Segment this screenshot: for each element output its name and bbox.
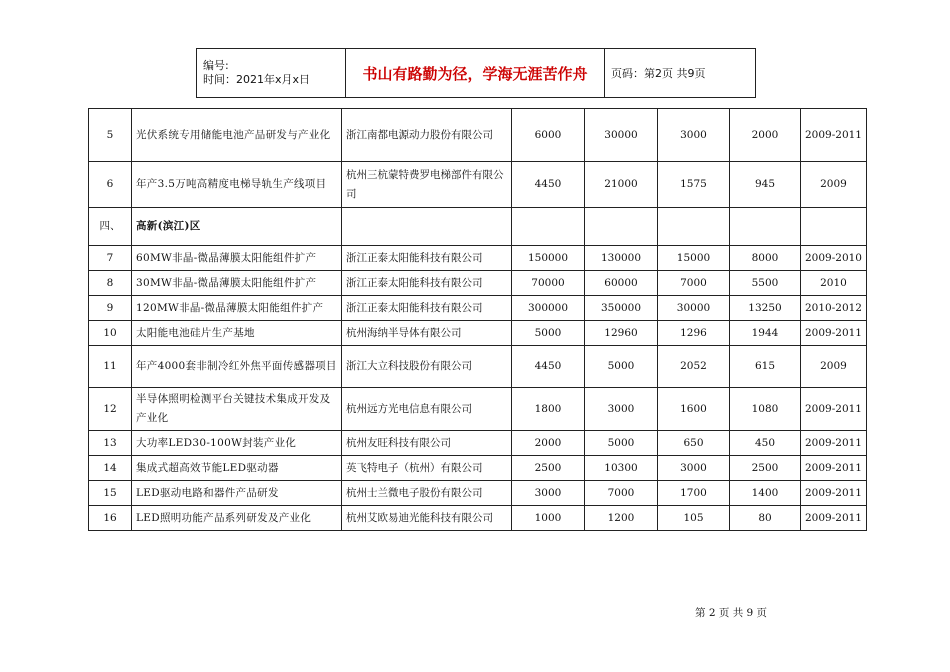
- project-name: LED驱动电路和器件产品研发: [132, 481, 342, 506]
- project-name: 120MW非晶-微晶薄膜太阳能组件扩产: [132, 296, 342, 321]
- period-cell: 2009-2011: [801, 109, 867, 162]
- company-name: 浙江南都电源动力股份有限公司: [342, 109, 512, 162]
- company-name: 杭州艾欧易迪光能科技有限公司: [342, 506, 512, 531]
- section-row: [89, 208, 867, 246]
- table-row: [89, 456, 867, 481]
- value-cell: 1944: [730, 321, 801, 346]
- project-name: 高新(滨江)区: [132, 208, 342, 246]
- value-cell: 6000: [512, 109, 585, 162]
- value-cell: 7000: [658, 271, 730, 296]
- value-cell: 5000: [585, 346, 658, 388]
- period-cell: 2009: [801, 162, 867, 208]
- period-cell: 2009-2010: [801, 246, 867, 271]
- value-cell: 30000: [658, 296, 730, 321]
- value-cell: [512, 208, 585, 246]
- value-cell: 2000: [512, 431, 585, 456]
- project-name: 60MW非晶-微晶薄膜太阳能组件扩产: [132, 246, 342, 271]
- row-number: 11: [89, 346, 132, 388]
- value-cell: 1200: [585, 506, 658, 531]
- row-number: 9: [89, 296, 132, 321]
- value-cell: 12960: [585, 321, 658, 346]
- project-name: 集成式超高效节能LED驱动器: [132, 456, 342, 481]
- value-cell: 7000: [585, 481, 658, 506]
- company-name: 浙江正泰太阳能科技有限公司: [342, 246, 512, 271]
- row-number: 15: [89, 481, 132, 506]
- period-cell: 2009-2011: [801, 431, 867, 456]
- table-row: [89, 506, 867, 531]
- table-row: [89, 346, 867, 388]
- value-cell: 3000: [512, 481, 585, 506]
- row-number: 10: [89, 321, 132, 346]
- value-cell: 21000: [585, 162, 658, 208]
- value-cell: 2052: [658, 346, 730, 388]
- company-name: [342, 208, 512, 246]
- project-name: 太阳能电池硅片生产基地: [132, 321, 342, 346]
- period-cell: 2009-2011: [801, 388, 867, 431]
- value-cell: 80: [730, 506, 801, 531]
- header-meta: [197, 49, 346, 98]
- project-name: 半导体照明检测平台关键技术集成开发及产业化: [132, 388, 342, 431]
- company-name: 杭州三杭蒙特费罗电梯部件有限公司: [342, 162, 512, 208]
- project-name: 年产4000套非制冷红外焦平面传感器项目: [132, 346, 342, 388]
- company-name: 浙江正泰太阳能科技有限公司: [342, 271, 512, 296]
- value-cell: 1296: [658, 321, 730, 346]
- value-cell: 2000: [730, 109, 801, 162]
- value-cell: 4450: [512, 346, 585, 388]
- value-cell: 60000: [585, 271, 658, 296]
- value-cell: 5000: [585, 431, 658, 456]
- value-cell: 8000: [730, 246, 801, 271]
- value-cell: [730, 208, 801, 246]
- row-number: 5: [89, 109, 132, 162]
- project-name: 光伏系统专用储能电池产品研发与产业化: [132, 109, 342, 162]
- table-row: [89, 431, 867, 456]
- row-number: 16: [89, 506, 132, 531]
- company-name: 浙江大立科技股份有限公司: [342, 346, 512, 388]
- company-name: 英飞特电子（杭州）有限公司: [342, 456, 512, 481]
- table-row: [89, 109, 867, 162]
- value-cell: 450: [730, 431, 801, 456]
- value-cell: 945: [730, 162, 801, 208]
- value-cell: 3000: [658, 109, 730, 162]
- value-cell: 1800: [512, 388, 585, 431]
- table-row: [89, 162, 867, 208]
- value-cell: 300000: [512, 296, 585, 321]
- value-cell: 1700: [658, 481, 730, 506]
- table-row: [89, 296, 867, 321]
- project-name: 30MW非晶-微晶薄膜太阳能组件扩产: [132, 271, 342, 296]
- period-cell: [801, 208, 867, 246]
- row-number: 14: [89, 456, 132, 481]
- table-row: [89, 481, 867, 506]
- value-cell: 2500: [512, 456, 585, 481]
- company-name: 杭州远方光电信息有限公司: [342, 388, 512, 431]
- value-cell: 30000: [585, 109, 658, 162]
- company-name: 杭州海纳半导体有限公司: [342, 321, 512, 346]
- table-row: [89, 271, 867, 296]
- value-cell: 70000: [512, 271, 585, 296]
- value-cell: 4450: [512, 162, 585, 208]
- value-cell: 10300: [585, 456, 658, 481]
- period-cell: 2010: [801, 271, 867, 296]
- project-name: 年产3.5万吨高精度电梯导轨生产线项目: [132, 162, 342, 208]
- doc-number-label: 编号:: [203, 59, 229, 72]
- company-name: 杭州友旺科技有限公司: [342, 431, 512, 456]
- page-footer: 第 2 页 共 9 页: [695, 607, 768, 619]
- value-cell: 1000: [512, 506, 585, 531]
- value-cell: 3000: [585, 388, 658, 431]
- value-cell: 2500: [730, 456, 801, 481]
- table-row: [89, 246, 867, 271]
- row-number: 12: [89, 388, 132, 431]
- doc-time-label: 时间：2021年x月x日: [203, 73, 311, 86]
- value-cell: 1080: [730, 388, 801, 431]
- header-box: [196, 48, 756, 98]
- row-number: 13: [89, 431, 132, 456]
- value-cell: 13250: [730, 296, 801, 321]
- row-number: 6: [89, 162, 132, 208]
- project-table: [88, 108, 867, 531]
- project-name: LED照明功能产品系列研发及产业化: [132, 506, 342, 531]
- period-cell: 2009-2011: [801, 456, 867, 481]
- value-cell: 1600: [658, 388, 730, 431]
- value-cell: 350000: [585, 296, 658, 321]
- period-cell: 2009-2011: [801, 321, 867, 346]
- row-number: 7: [89, 246, 132, 271]
- value-cell: 105: [658, 506, 730, 531]
- value-cell: 3000: [658, 456, 730, 481]
- value-cell: 1400: [730, 481, 801, 506]
- value-cell: 150000: [512, 246, 585, 271]
- header-motto: 书山有路勤为径，学海无涯苦作舟: [346, 49, 605, 98]
- row-number: 8: [89, 271, 132, 296]
- company-name: 浙江正泰太阳能科技有限公司: [342, 296, 512, 321]
- value-cell: [585, 208, 658, 246]
- value-cell: 130000: [585, 246, 658, 271]
- period-cell: 2009-2011: [801, 506, 867, 531]
- value-cell: 650: [658, 431, 730, 456]
- period-cell: 2010-2012: [801, 296, 867, 321]
- table-row: [89, 388, 867, 431]
- company-name: 杭州士兰微电子股份有限公司: [342, 481, 512, 506]
- value-cell: 5500: [730, 271, 801, 296]
- row-number: 四、: [89, 208, 132, 246]
- table-row: [89, 321, 867, 346]
- header-page-label: 页码：第2页 共9页: [605, 49, 756, 98]
- project-name: 大功率LED30-100W封装产业化: [132, 431, 342, 456]
- period-cell: 2009-2011: [801, 481, 867, 506]
- value-cell: 615: [730, 346, 801, 388]
- value-cell: 5000: [512, 321, 585, 346]
- value-cell: 15000: [658, 246, 730, 271]
- value-cell: 1575: [658, 162, 730, 208]
- period-cell: 2009: [801, 346, 867, 388]
- value-cell: [658, 208, 730, 246]
